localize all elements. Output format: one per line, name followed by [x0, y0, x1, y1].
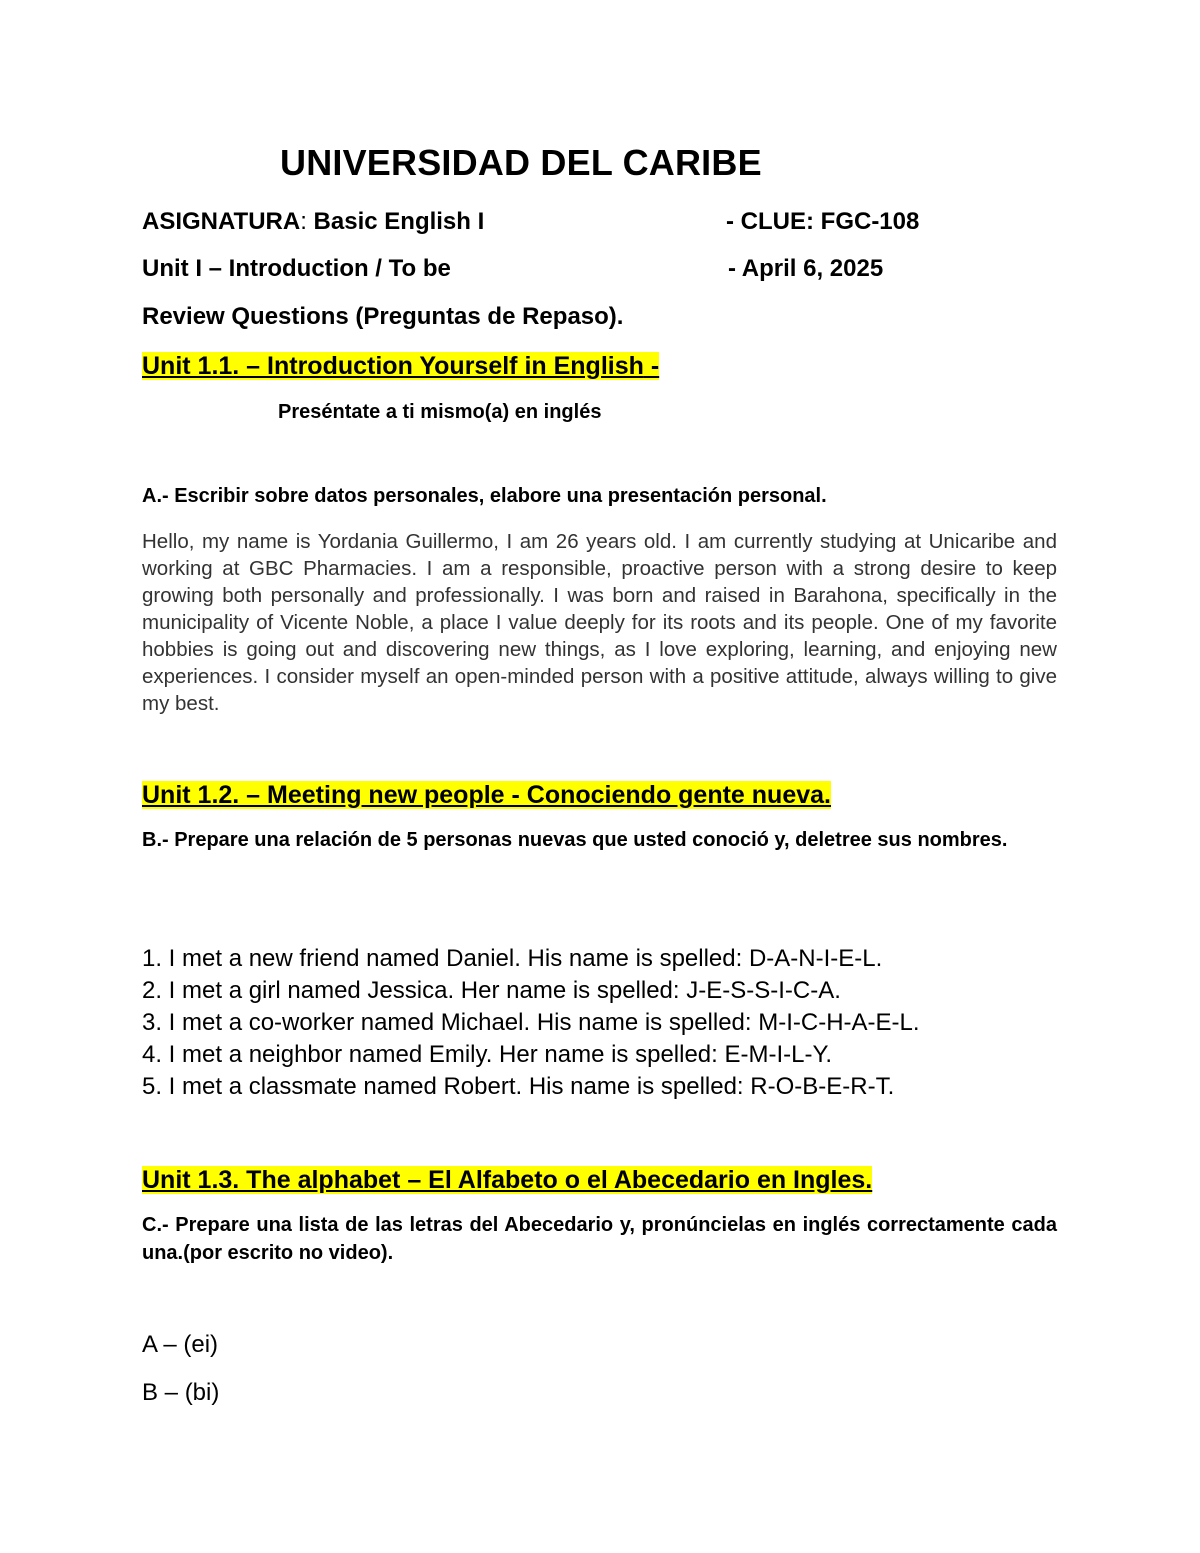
- alphabet-item: B – (bi): [142, 1379, 220, 1406]
- new-people-list: [142, 943, 920, 1103]
- section1-heading-text: Unit 1.1. – Introduction Yourself in English: [142, 352, 644, 380]
- list-item: 2. I met a girl named Jessica. Her name is spelled: J-E-S-S-I-C-A.: [142, 977, 841, 1004]
- unit-title: Unit I – Introduction / To be: [142, 255, 451, 282]
- section2-instruction: B.- Prepare una relación de 5 personas nuevas que usted conoció y, deletree sus nombres.: [142, 829, 1008, 851]
- personal-introduction-paragraph: Hello, my name is Yordania Guillermo, I am 26 years old. I am currently studying at Unicaribe and working at GBC Pharmacies. I am a responsible, proactive person with a strong desire to keep growing both personally and professionally. I was born and raised in Barahona, specifically in the municipality of Vicente Noble, a place I value deeply for its roots and its people. One of my favorite hobbies is going out and discovering new things, as I love exploring, learning, and enjoying new experiences. I consider myself an open-minded person with a positive attitude, always willing to give my best.: [142, 530, 1057, 715]
- subject-separator: :: [300, 208, 307, 235]
- section3-heading: [142, 1166, 872, 1195]
- section3-heading-text: Unit 1.3. The alphabet – El Alfabeto o el Abecedario en Ingles.: [142, 1166, 873, 1194]
- list-item: 1. I met a new friend named Daniel. His name is spelled: D-A-N-I-E-L.: [142, 945, 883, 972]
- list-item: 3. I met a co-worker named Michael. His name is spelled: M-I-C-H-A-E-L.: [142, 1009, 920, 1036]
- section1-subtitle: Preséntate a ti mismo(a) en inglés: [278, 401, 602, 423]
- subject-line: [142, 208, 484, 236]
- section1-instruction: A.- Escribir sobre datos personales, elabore una presentación personal.: [142, 485, 827, 507]
- subject-value: Basic English I: [306, 208, 485, 235]
- section2-heading-text: Unit 1.2. – Meeting new people - Conociendo gente nueva.: [142, 781, 831, 809]
- university-title: UNIVERSIDAD DEL CARIBE: [280, 142, 762, 183]
- section2-heading: [142, 781, 831, 810]
- list-item: 4. I met a neighbor named Emily. Her name is spelled: E-M-I-L-Y.: [142, 1041, 833, 1068]
- subject-label: ASIGNATURA: [142, 208, 301, 235]
- alphabet-item: A – (ei): [142, 1331, 219, 1358]
- clue-code: - CLUE: FGC-108: [726, 208, 920, 235]
- section3-instruction: C.- Prepare una lista de las letras del Abecedario y, pronúncielas en inglés correctamente cada una.(por escrito no video).: [142, 1214, 1057, 1264]
- document-date: - April 6, 2025: [728, 255, 884, 282]
- section1-heading: [142, 352, 659, 381]
- section1-heading-tail: -: [643, 352, 660, 380]
- list-item: 5. I met a classmate named Robert. His name is spelled: R-O-B-E-R-T.: [142, 1073, 895, 1100]
- review-questions-title: Review Questions (Preguntas de Repaso).: [142, 303, 624, 330]
